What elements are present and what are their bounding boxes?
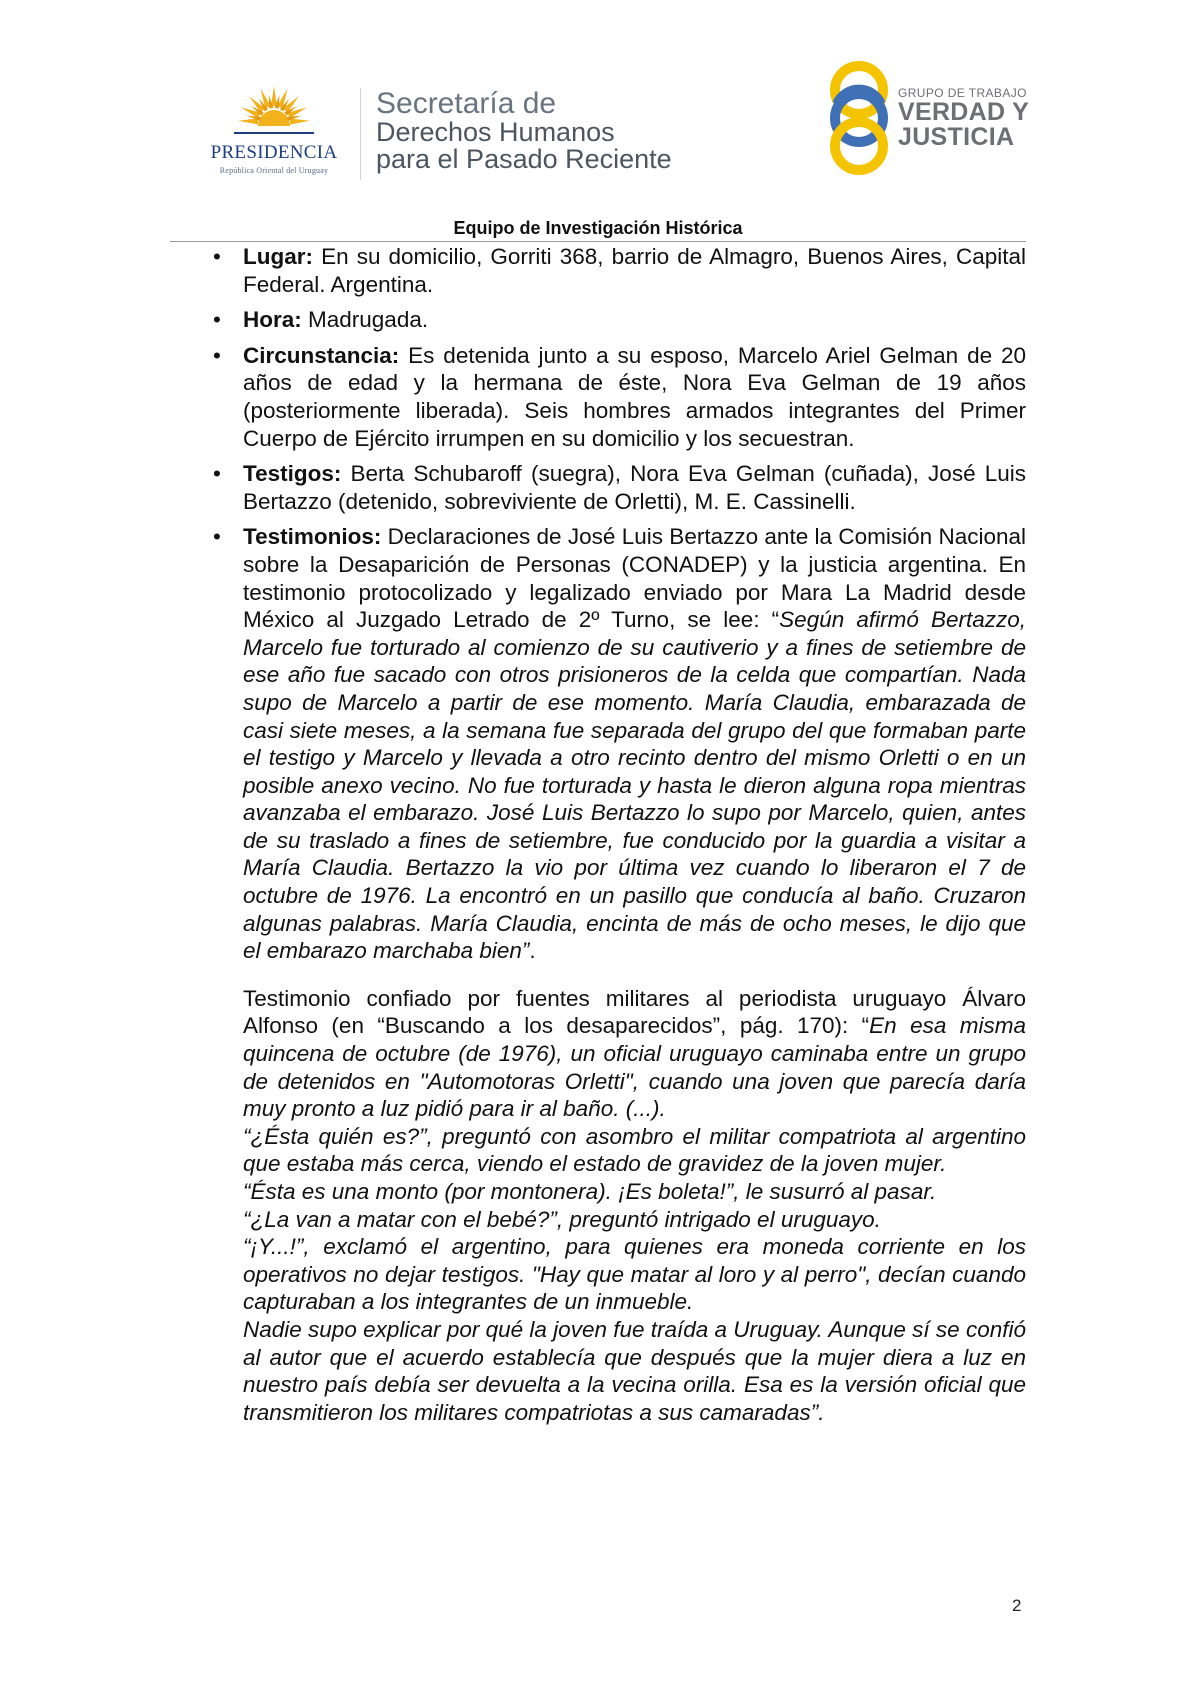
grupo-line-1: GRUPO DE TRABAJO (898, 86, 1027, 100)
item-text: Berta Schubaroff (suegra), Nora Eva Gelman (cuñada), José Luis Bertazzo (detenido, sobreviviente de Orletti), M. E. Cassinelli. (243, 461, 1026, 514)
paragraph-quote-start: En esa misma quincena de octubre (de 1976), un oficial uruguayo caminaba entre un grupo de detenidos en "Automotoras Orletti", cuando una joven que parecía daría muy pronto a luz pidió para ir al baño. (...). (243, 1013, 1026, 1122)
linked-rings-icon (822, 56, 896, 180)
paragraph-intro: Testimonio confiado por fuentes militares al periodista uruguayo Álvaro Alfonso (en “Buscando a los desaparecidos”, pág. 170): “ (243, 985, 1026, 1039)
quote-line: “¡Y...!”, exclamó el argentino, para quienes era moneda corriente en los operativos no dejar testigos. "Hay que matar al loro y al perro", decían cuando capturaban a los integrantes de un inmueble. (243, 1234, 1026, 1315)
verdad-justicia-text (898, 86, 1029, 150)
verdad-justicia-logo (822, 56, 1032, 180)
secretaria-line-3: para el Pasado Reciente (376, 144, 672, 174)
bullet-icon: • (213, 244, 221, 269)
item-label: Testimonios: (243, 524, 382, 550)
quote-line: “¿La van a matar con el bebé?”, preguntó intrigado el uruguayo. (243, 1206, 881, 1232)
list-item-testimonios (213, 523, 1026, 965)
list-item-hora (213, 306, 1026, 334)
bullet-icon: • (213, 524, 221, 550)
header-divider (360, 88, 361, 180)
bullet-icon: • (213, 461, 221, 487)
document-subtitle: Equipo de Investigación Histórica (453, 218, 743, 238)
grupo-line-3: JUSTICIA (898, 123, 1015, 151)
secretaria-logo (376, 88, 672, 173)
list-item-testigos (213, 460, 1026, 515)
alfonso-testimony (243, 985, 1026, 1427)
item-label: Hora: (243, 307, 302, 333)
presidencia-name: PRESIDENCIA (210, 142, 338, 163)
sun-of-may-icon (230, 80, 318, 150)
presidencia-logo (196, 80, 352, 180)
secretaria-line-1: Secretaría de (376, 87, 557, 120)
grupo-line-2: VERDAD Y (898, 98, 1030, 126)
list-item-circunstancia (213, 342, 1026, 452)
item-label: Testigos: (243, 461, 342, 487)
bullet-icon: • (213, 307, 221, 333)
item-text: En su domicilio, Gorriti 368, barrio de Almagro, Buenos Aires, Capital Federal. Argentina. (243, 244, 1026, 297)
quote-line: “¿Ésta quién es?”, preguntó con asombro el militar compatriota al argentino que estaba más cerca, viendo el estado de gravidez de la joven mujer. (243, 1123, 1026, 1177)
item-text: Declaraciones de José Luis Bertazzo ante la Comisión Nacional sobre la Desaparición de Personas (CONADEP) y la justicia argentina. En testimonio protocolizado y legalizado enviado por Mara La Madrid desde México al Juzgado Letrado de 2º Turno, se lee: “ (243, 524, 1026, 633)
header-rule (170, 241, 1026, 242)
item-text-end: . (529, 938, 536, 964)
quote-line: “Ésta es una monto (por montonera). ¡Es boleta!”, le susurró al pasar. (243, 1179, 937, 1204)
bullet-icon: • (213, 342, 221, 368)
facts-list (213, 243, 1026, 965)
quote-line: Nadie supo explicar por qué la joven fue traída a Uruguay. Aunque sí se confió al autor que el acuerdo establecía que después que la mujer diera a luz en nuestro país debía ser devuelta a la vecina orilla. Esa es la versión oficial que transmitieron los militares compatriotas a sus camaradas”. (243, 1316, 1026, 1425)
presidencia-subtitle: República Oriental del Uruguay (219, 166, 329, 175)
page-number: 2 (1012, 1596, 1022, 1615)
list-item-lugar (213, 243, 1026, 298)
item-text: Es detenida junto a su esposo, Marcelo Ariel Gelman de 20 años de edad y la hermana de éste, Nora Eva Gelman de 19 años (posteriormente liberada). Seis hombres armados integrantes del Primer Cuerpo de Ejército irrumpen en su domicilio y los secuestran. (243, 342, 1026, 451)
document-body (213, 243, 1026, 1426)
item-text: Madrugada. (301, 307, 429, 333)
testimony-quote: Según afirmó Bertazzo, Marcelo fue torturado al comienzo de su cautiverio y a fines de setiembre de ese año fue sacado con otros prisioneros de la celda que compartían. Nada supo de Marcelo a partir de ese momento. María Claudia, embarazada de casi siete meses, a la semana fue separada del grupo del que formaban parte el testigo y Marcelo y llevada a otro recinto dentro del mismo Orletti o en un posible anexo vecino. No fue torturada y hasta le dieron alguna ropa mientras avanzaba el embarazo. José Luis Bertazzo lo supo por Marcelo, quien, antes de su traslado a fines de setiembre, fue conducido por la guardia a visitar a María Claudia. Bertazzo la vio por última vez cuando lo liberaron el 7 de octubre de 1976. La encontró en un pasillo que conducía al baño. Cruzaron algunas palabras. María Claudia, encinta de más de ocho meses, le dijo que el embarazo marchaba bien” (243, 607, 1026, 964)
secretaria-line-2: Derechos Humanos (376, 117, 615, 147)
item-label: Lugar: (243, 244, 313, 269)
item-label: Circunstancia: (243, 342, 400, 368)
